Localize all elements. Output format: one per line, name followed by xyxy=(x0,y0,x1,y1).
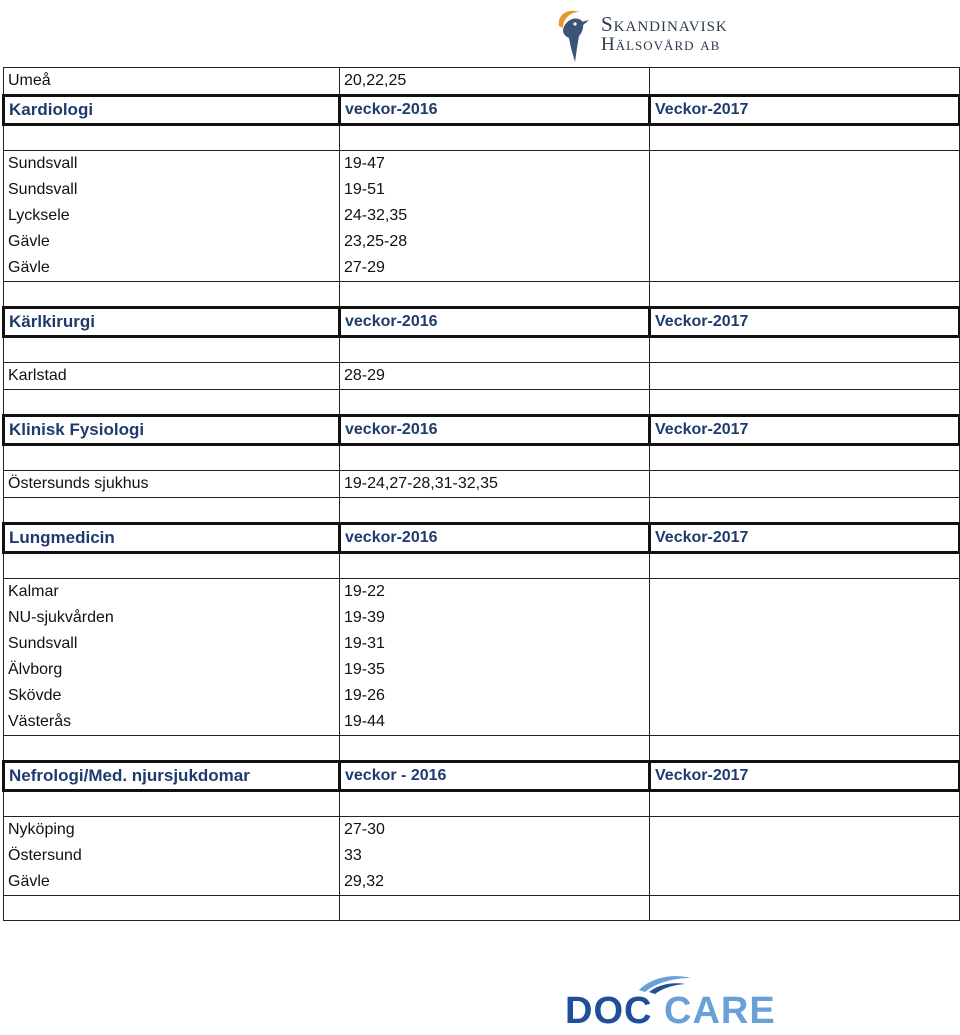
blank-row xyxy=(4,390,960,416)
blank-row xyxy=(4,498,960,524)
hospital-row xyxy=(4,151,960,178)
hospital-row xyxy=(4,68,960,96)
department-header-row xyxy=(4,308,960,337)
hospital-row xyxy=(4,657,960,683)
schedule-table xyxy=(2,67,960,921)
hospital-name: Sundsvall xyxy=(4,177,340,203)
weeks-2016-header: veckor-2016 xyxy=(340,416,650,445)
department-name: Kärlkirurgi xyxy=(4,308,340,337)
hospital-row xyxy=(4,203,960,229)
hospital-name: Östersunds sjukhus xyxy=(4,471,340,498)
weeks-2017-value xyxy=(650,605,960,631)
weeks-2017-value xyxy=(650,843,960,869)
hospital-name: Nyköping xyxy=(4,817,340,844)
empty-cell xyxy=(340,445,650,471)
empty-cell xyxy=(650,896,960,921)
hospital-name: Gävle xyxy=(4,229,340,255)
blank-row xyxy=(4,791,960,817)
weeks-2016-value: 33 xyxy=(340,843,650,869)
department-name: Klinisk Fysiologi xyxy=(4,416,340,445)
hospital-name: Östersund xyxy=(4,843,340,869)
weeks-2016-value: 19-44 xyxy=(340,709,650,736)
empty-cell xyxy=(340,736,650,762)
weeks-2017-header: Veckor-2017 xyxy=(650,308,960,337)
empty-cell xyxy=(340,125,650,151)
hospital-name: Älvborg xyxy=(4,657,340,683)
weeks-2016-value: 27-30 xyxy=(340,817,650,844)
weeks-2016-value: 24-32,35 xyxy=(340,203,650,229)
department-name: Lungmedicin xyxy=(4,524,340,553)
empty-cell xyxy=(650,337,960,363)
weeks-2017-value xyxy=(650,869,960,896)
empty-cell xyxy=(4,390,340,416)
weeks-2016-value: 19-26 xyxy=(340,683,650,709)
empty-cell xyxy=(650,498,960,524)
empty-cell xyxy=(340,896,650,921)
empty-cell xyxy=(4,282,340,308)
weeks-2017-value xyxy=(650,255,960,282)
blank-row xyxy=(4,337,960,363)
weeks-2016-value: 19-24,27-28,31-32,35 xyxy=(340,471,650,498)
hospital-row xyxy=(4,683,960,709)
weeks-2017-header: Veckor-2017 xyxy=(650,416,960,445)
weeks-2016-header: veckor - 2016 xyxy=(340,762,650,791)
hospital-row xyxy=(4,177,960,203)
weeks-2017-header: Veckor-2017 xyxy=(650,96,960,125)
weeks-2016-header: veckor-2016 xyxy=(340,524,650,553)
blank-row xyxy=(4,553,960,579)
empty-cell xyxy=(340,337,650,363)
weeks-2016-value: 19-35 xyxy=(340,657,650,683)
hospital-row xyxy=(4,363,960,390)
hospital-row xyxy=(4,229,960,255)
weeks-2017-value xyxy=(650,683,960,709)
blank-row xyxy=(4,896,960,921)
weeks-2017-value xyxy=(650,471,960,498)
weeks-2017-value xyxy=(650,177,960,203)
blank-row xyxy=(4,282,960,308)
empty-cell xyxy=(4,791,340,817)
empty-cell xyxy=(340,791,650,817)
weeks-2017-value xyxy=(650,203,960,229)
empty-cell xyxy=(4,553,340,579)
weeks-2016-value: 20,22,25 xyxy=(340,68,650,96)
hospital-row xyxy=(4,869,960,896)
doc-text: DOC xyxy=(565,990,653,1032)
weeks-2016-header: veckor-2016 xyxy=(340,96,650,125)
empty-cell xyxy=(650,736,960,762)
weeks-2016-value: 19-51 xyxy=(340,177,650,203)
weeks-2016-value: 19-31 xyxy=(340,631,650,657)
empty-cell xyxy=(4,125,340,151)
doc-care-logo xyxy=(565,972,776,1032)
empty-cell xyxy=(650,791,960,817)
hospital-name: Karlstad xyxy=(4,363,340,390)
hospital-name: Gävle xyxy=(4,255,340,282)
hospital-name: Västerås xyxy=(4,709,340,736)
hospital-name: Skövde xyxy=(4,683,340,709)
weeks-2016-header: veckor-2016 xyxy=(340,308,650,337)
weeks-2016-value: 19-39 xyxy=(340,605,650,631)
weeks-2017-value xyxy=(650,817,960,844)
hospital-row xyxy=(4,605,960,631)
department-name: Kardiologi xyxy=(4,96,340,125)
hospital-name: Lycksele xyxy=(4,203,340,229)
department-header-row xyxy=(4,524,960,553)
weeks-2017-header: Veckor-2017 xyxy=(650,762,960,791)
weeks-2016-value: 27-29 xyxy=(340,255,650,282)
skandinavisk-halsovard-logo xyxy=(553,4,763,70)
hospital-name: Sundsvall xyxy=(4,151,340,178)
weeks-2016-value: 19-47 xyxy=(340,151,650,178)
hospital-row xyxy=(4,631,960,657)
hospital-row xyxy=(4,843,960,869)
logo-line-2: Hälsovård ab xyxy=(601,34,721,55)
empty-cell xyxy=(340,390,650,416)
department-header-row xyxy=(4,96,960,125)
weeks-2017-value xyxy=(650,68,960,96)
hospital-name: NU-sjukvården xyxy=(4,605,340,631)
blank-row xyxy=(4,736,960,762)
hospital-row xyxy=(4,709,960,736)
blank-row xyxy=(4,125,960,151)
care-text: CARE xyxy=(664,990,776,1032)
empty-cell xyxy=(4,736,340,762)
doc-care-wordmark xyxy=(565,990,776,1033)
empty-cell xyxy=(650,553,960,579)
hospital-name: Sundsvall xyxy=(4,631,340,657)
hospital-name: Kalmar xyxy=(4,579,340,606)
weeks-2017-value xyxy=(650,363,960,390)
department-header-row xyxy=(4,416,960,445)
weeks-2017-header: Veckor-2017 xyxy=(650,524,960,553)
weeks-2016-value: 19-22 xyxy=(340,579,650,606)
weeks-2017-value xyxy=(650,229,960,255)
empty-cell xyxy=(340,282,650,308)
hospital-row xyxy=(4,579,960,606)
blank-row xyxy=(4,445,960,471)
empty-cell xyxy=(650,445,960,471)
empty-cell xyxy=(4,445,340,471)
hospital-name: Gävle xyxy=(4,869,340,896)
hospital-name: Umeå xyxy=(4,68,340,96)
weeks-2017-value xyxy=(650,709,960,736)
empty-cell xyxy=(650,390,960,416)
hospital-row xyxy=(4,471,960,498)
department-header-row xyxy=(4,762,960,791)
hospital-row xyxy=(4,255,960,282)
empty-cell xyxy=(650,125,960,151)
weeks-2016-value: 29,32 xyxy=(340,869,650,896)
empty-cell xyxy=(340,553,650,579)
weeks-2017-value xyxy=(650,151,960,178)
weeks-2017-value xyxy=(650,579,960,606)
bird-logo-icon xyxy=(553,4,601,70)
weeks-2016-value: 28-29 xyxy=(340,363,650,390)
department-name: Nefrologi/Med. njursjukdomar xyxy=(4,762,340,791)
empty-cell xyxy=(340,498,650,524)
empty-cell xyxy=(650,282,960,308)
empty-cell xyxy=(4,337,340,363)
empty-cell xyxy=(4,896,340,921)
weeks-2016-value: 23,25-28 xyxy=(340,229,650,255)
empty-cell xyxy=(4,498,340,524)
weeks-2017-value xyxy=(650,657,960,683)
hospital-row xyxy=(4,817,960,844)
logo-line-1: Skandinavisk xyxy=(601,12,728,36)
weeks-2017-value xyxy=(650,631,960,657)
